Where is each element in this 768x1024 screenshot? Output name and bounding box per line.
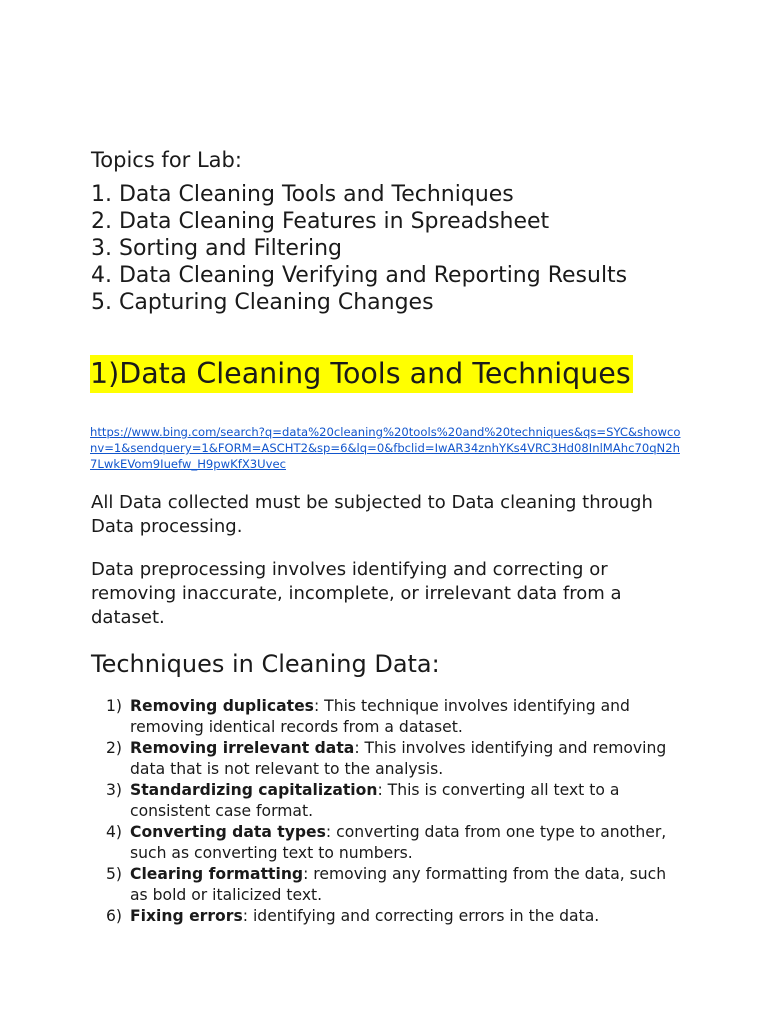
technique-item [106, 906, 676, 927]
topics-list [91, 181, 627, 316]
technique-description: : identifying and correcting errors in the data. [242, 907, 600, 925]
technique-item [106, 696, 676, 738]
topic-item: 5. Capturing Cleaning Changes [91, 290, 434, 315]
technique-number: 1) [106, 697, 123, 715]
technique-item [106, 822, 676, 864]
technique-number: 5) [106, 865, 123, 883]
technique-term: Standardizing capitalization [130, 781, 378, 799]
technique-term: Removing duplicates [130, 697, 314, 715]
technique-number: 4) [106, 823, 123, 841]
technique-item [106, 864, 676, 906]
topic-item: 1. Data Cleaning Tools and Techniques [91, 182, 514, 207]
technique-item [106, 780, 676, 822]
paragraph-data-collected: All Data collected must be subjected to Data cleaning through Data processing. [91, 492, 653, 537]
technique-number: 6) [106, 907, 123, 925]
techniques-list [106, 696, 676, 927]
topic-item: 3. Sorting and Filtering [91, 236, 342, 261]
technique-term: Clearing formatting [130, 865, 304, 883]
topic-item: 4. Data Cleaning Verifying and Reporting Results [91, 263, 628, 288]
technique-term: Converting data types [130, 823, 326, 841]
paragraph-data-preprocessing: Data preprocessing involves identifying and correcting or removing inaccurate, incomplete, or irrelevant data from a dataset. [91, 559, 622, 628]
section-heading: 1)Data Cleaning Tools and Techniques [90, 355, 633, 393]
technique-description: : removing any formatting from the data, such as bold or italicized text. [130, 865, 667, 904]
technique-number: 2) [106, 739, 123, 757]
technique-term: Removing irrelevant data [130, 739, 355, 757]
technique-term: Fixing errors [130, 907, 243, 925]
topic-item: 2. Data Cleaning Features in Spreadsheet [91, 209, 550, 234]
technique-description: : This involves identifying and removing data that is not relevant to the analysis. [130, 739, 667, 778]
technique-item [106, 738, 676, 780]
topics-title: Topics for Lab: [91, 148, 242, 172]
technique-description: : converting data from one type to another, such as converting text to numbers. [130, 823, 667, 862]
technique-number: 3) [106, 781, 123, 799]
reference-link[interactable]: https://www.bing.com/search?q=data%20cleaning%20tools%20and%20techniques&qs=SYC&showconv=1&sendquery=1&FORM=ASCHT2&sp=6&lq=0&fbclid=IwAR34znhYKs4VRC3Hd08InlMAhc70qN2h7LwkEVom9Iuefw_H9pwKfX3Uvec [90, 425, 681, 471]
technique-description: : This technique involves identifying and removing identical records from a dataset. [130, 697, 630, 736]
techniques-heading: Techniques in Cleaning Data: [91, 650, 440, 678]
technique-description: : This is converting all text to a consistent case format. [130, 781, 620, 820]
